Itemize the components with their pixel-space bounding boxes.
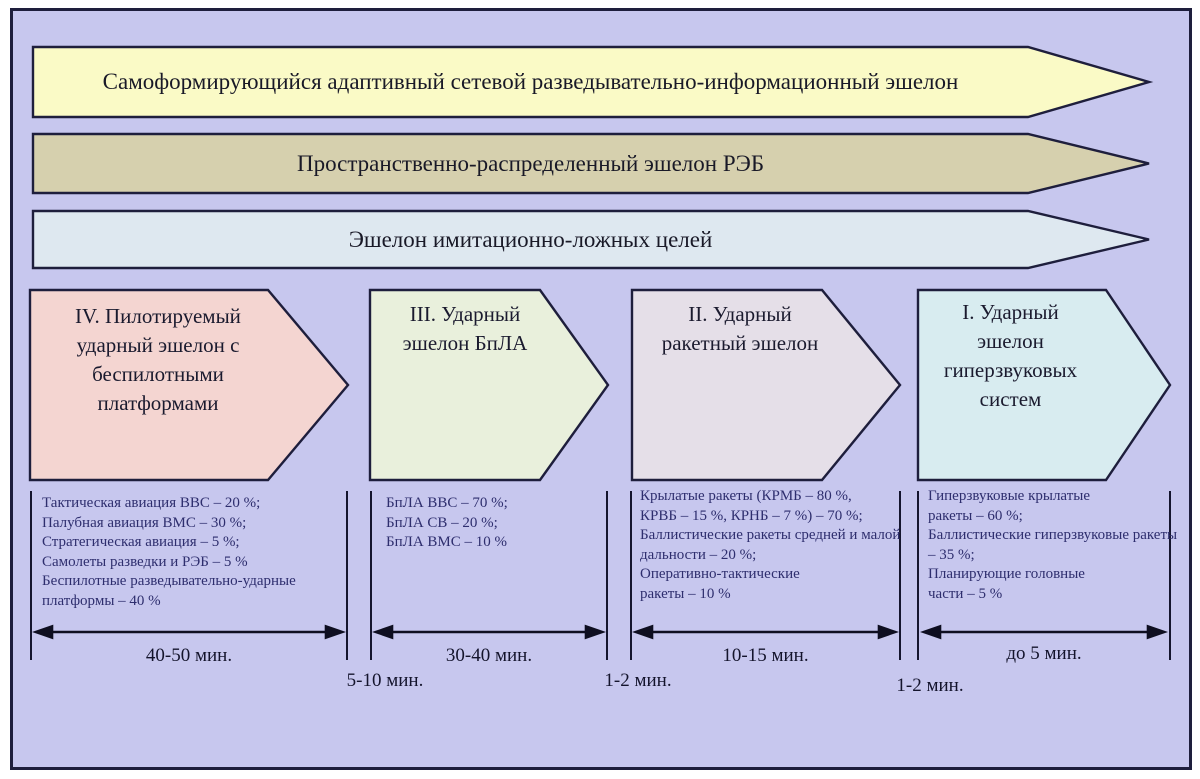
echelon-composition-ii — [640, 487, 900, 604]
banner-label-recon-info: Самоформирующийся адаптивный сетевой разведывательно-информационный эшелон — [102, 69, 959, 94]
echelon-composition-iv — [42, 494, 296, 611]
composition-line: БпЛА ВМС – 10 % — [386, 534, 507, 550]
composition-line: Палубная авиация ВМС – 30 %; — [42, 514, 247, 531]
composition-line: части – 5 % — [928, 585, 1003, 602]
composition-line: – 35 %; — [928, 546, 975, 563]
duration-label-iii: 30-40 мин. — [445, 645, 533, 666]
composition-line: КРВБ – 15 %, КРНБ – 7 %) – 70 %; — [640, 507, 863, 524]
composition-line: Планирующие головные — [928, 566, 1085, 582]
gap-label-ii-i: 1-2 мин. — [896, 675, 964, 696]
composition-line: Гиперзвуковые крылатые — [928, 488, 1090, 504]
title-line: ракетный эшелон — [661, 331, 819, 355]
gap-label-iv-iii: 5-10 мин. — [346, 670, 424, 691]
title-line: ударный эшелон с — [76, 333, 240, 357]
title-line: систем — [979, 387, 1042, 411]
title-line: I. Ударный — [962, 300, 1059, 324]
echelon-title-i — [928, 298, 1093, 414]
composition-line: Крылатые ракеты (КРМБ – 80 %, — [640, 488, 852, 504]
echelon-composition-iii — [386, 494, 508, 553]
gap-label-iii-ii: 1-2 мин. — [604, 670, 672, 691]
title-line: II. Ударный — [688, 302, 792, 326]
title-line: гиперзвуковых — [943, 358, 1078, 382]
title-line: III. Ударный — [409, 302, 521, 326]
title-line: эшелон БпЛА — [402, 331, 528, 355]
composition-line: Оперативно-тактические — [640, 566, 800, 582]
composition-line: Баллистические гиперзвуковые ракеты — [928, 527, 1178, 543]
composition-line: Стратегическая авиация – 5 %; — [42, 534, 240, 550]
echelon-composition-i — [928, 487, 1177, 604]
composition-line: Беспилотные разведывательно-ударные — [42, 573, 296, 589]
title-line: эшелон — [977, 329, 1044, 353]
echelon-title-ii — [640, 300, 840, 358]
composition-line: БпЛА ВВС – 70 %; — [386, 495, 508, 511]
banner-label-decoy: Эшелон имитационно-ложных целей — [348, 227, 713, 252]
title-line: беспилотными — [92, 362, 224, 386]
composition-line: ракеты – 60 %; — [928, 507, 1023, 524]
echelon-title-iii — [380, 300, 550, 358]
composition-line: Самолеты разведки и РЭБ – 5 % — [42, 553, 248, 570]
composition-line: платформы – 40 % — [42, 592, 161, 609]
banner-label-ew: Пространственно-распределенный эшелон РЭБ — [296, 151, 765, 176]
duration-label-i: до 5 мин. — [1006, 643, 1082, 664]
composition-line: БпЛА СВ – 20 %; — [386, 514, 498, 531]
title-line: IV. Пилотируемый — [75, 304, 241, 328]
duration-label-ii: 10-15 мин. — [722, 645, 809, 666]
title-line: платформами — [97, 391, 219, 415]
composition-line: Тактическая авиация ВВС – 20 %; — [42, 495, 261, 511]
composition-line: ракеты – 10 % — [640, 585, 731, 602]
composition-line: дальности – 20 %; — [640, 546, 757, 563]
composition-line: Баллистические ракеты средней и малой — [640, 527, 901, 543]
duration-label-iv: 40-50 мин. — [145, 645, 233, 666]
echelon-title-iv — [38, 302, 278, 418]
